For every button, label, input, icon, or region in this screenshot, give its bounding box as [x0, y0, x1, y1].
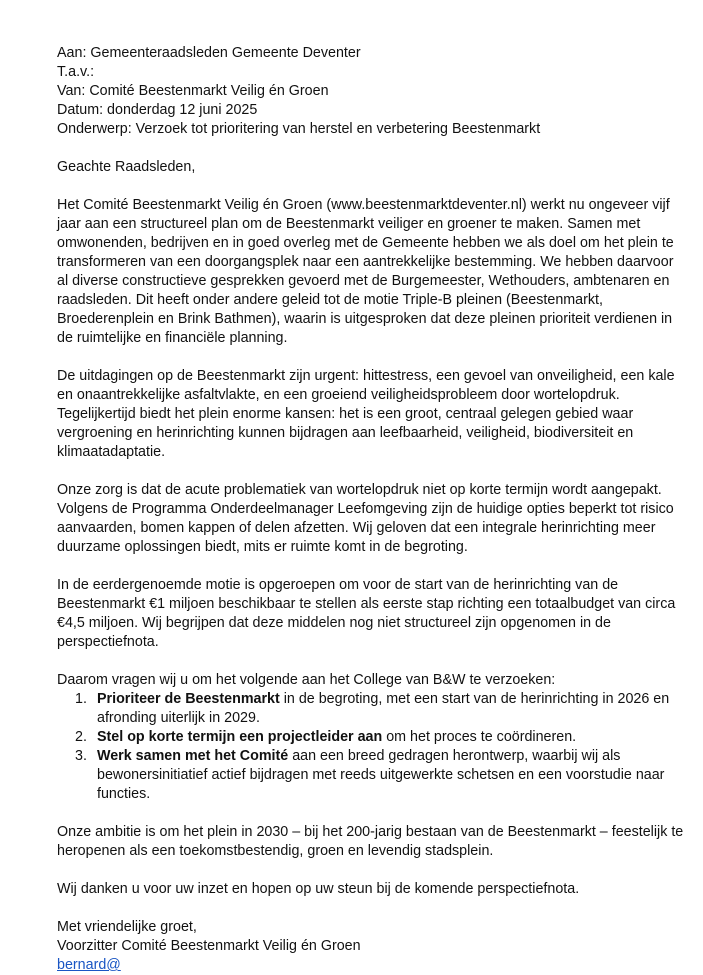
header-attn: T.a.v.:: [57, 64, 95, 80]
paragraph-motion: In de eerdergenoemde motie is opgeroepen om voor de start van de herinrichting van de Beestenmarkt €1 miljoen beschikbaar te stellen als eerste stap richting een totaalbudget van circa €4,5 miljoen. Wij begrijpen dat deze middelen nog niet structureel zijn opgenomen in de perspectiefnota.: [57, 577, 676, 650]
request-bold: Prioriteer de Beestenmarkt: [97, 691, 280, 707]
header-to: Aan: Gemeenteraadsleden Gemeente Deventer: [57, 45, 361, 61]
paragraph-thanks: Wij danken u voor uw inzet en hopen op uw steun bij de komende perspectiefnota.: [57, 881, 580, 897]
paragraph-concern: Onze zorg is dat de acute problematiek van wortelopdruk niet op korte termijn wordt aangepakt. Volgens de Programma Onderdeelmanager Leefomgeving zijn de huidige opties beperkt tot risico aanvaarden, bomen kappen of delen afzetten. Wij geloven dat een integrale herinrichting meer duurzame oplossingen biedt, mits er ruimte komt in de begroting.: [57, 482, 674, 555]
request-item: [57, 690, 687, 728]
request-list: [57, 690, 687, 804]
paragraph-ambition: Onze ambitie is om het plein in 2030 – bij het 200-jarig bestaan van de Beestenmarkt – feestelijk te heropenen als een toekomstbestendig, groen en levendig stadsplein.: [57, 824, 684, 859]
letter: [57, 44, 687, 975]
signature: Voorzitter Comité Beestenmarkt Veilig én Groen: [57, 938, 361, 954]
header-subject: Onderwerp: Verzoek tot prioritering van herstel en verbetering Beestenmarkt: [57, 121, 541, 137]
request-item: [57, 728, 687, 747]
header-from: Van: Comité Beestenmarkt Veilig én Groen: [57, 83, 329, 99]
request-item: [57, 747, 687, 804]
paragraph-intro: Het Comité Beestenmarkt Veilig én Groen (www.beestenmarktdeventer.nl) werkt nu ongeveer vijf jaar aan een structureel plan om de Beestenmarkt veiliger en groener te maken. Samen met omwonenden, bedrijven en in goed overleg met de Gemeente hebben we als doel om het plein te transformeren van een doorgangsplek naar een aantrekkelijke bestemming. We hebben daarvoor al diverse constructieve gesprekken gevoerd met de Burgemeester, Wethouders, ambtenaren en raadsleden. Dit heeft onder andere geleid tot de motie Triple-B pleinen (Beestenmarkt, Broederenplein en Brink Bathmen), waarin is uitgesproken dat deze pleinen prioriteit verdienen in de ruimtelijke en financiële planning.: [57, 197, 674, 346]
request-bold: Werk samen met het Comité: [97, 748, 289, 764]
letter-header: [57, 44, 687, 139]
request-number: 1.: [75, 691, 87, 707]
header-date: Datum: donderdag 12 juni 2025: [57, 102, 258, 118]
request-text: aan een breed gedragen herontwerp, waarbij wij als bewonersinitiatief actief bijdragen met reeds uitgewerkte schetsen en een voorstudie naar functies.: [97, 748, 665, 802]
request-number: 3.: [75, 748, 87, 764]
request-bold: Stel op korte termijn een projectleider aan: [97, 729, 383, 745]
request-text: in de begroting, met een start van de herinrichting in 2026 en afronding uiterlijk in 2029.: [97, 691, 670, 726]
closing: Met vriendelijke groet,: [57, 919, 197, 935]
salutation: Geachte Raadsleden,: [57, 159, 196, 175]
request-text: om het proces te coördineren.: [382, 729, 577, 745]
request-intro: Daarom vragen wij u om het volgende aan het College van B&W te verzoeken:: [57, 672, 556, 688]
paragraph-challenges: De uitdagingen op de Beestenmarkt zijn urgent: hittestress, een gevoel van onveiligheid, een kale en onaantrekkelijke asfaltvlakte, en een groeiend veiligheidsprobleem door wortelopdruk. Tegelijkertijd biedt het plein enorme kansen: het is een groot, centraal gelegen gebied waar vergroening en herinrichting kunnen bijdragen aan leefbaarheid, veiligheid, biodiversiteit en klimaatadaptatie.: [57, 368, 675, 460]
email-link[interactable]: bernard@: [57, 957, 121, 973]
request-number: 2.: [75, 729, 87, 745]
